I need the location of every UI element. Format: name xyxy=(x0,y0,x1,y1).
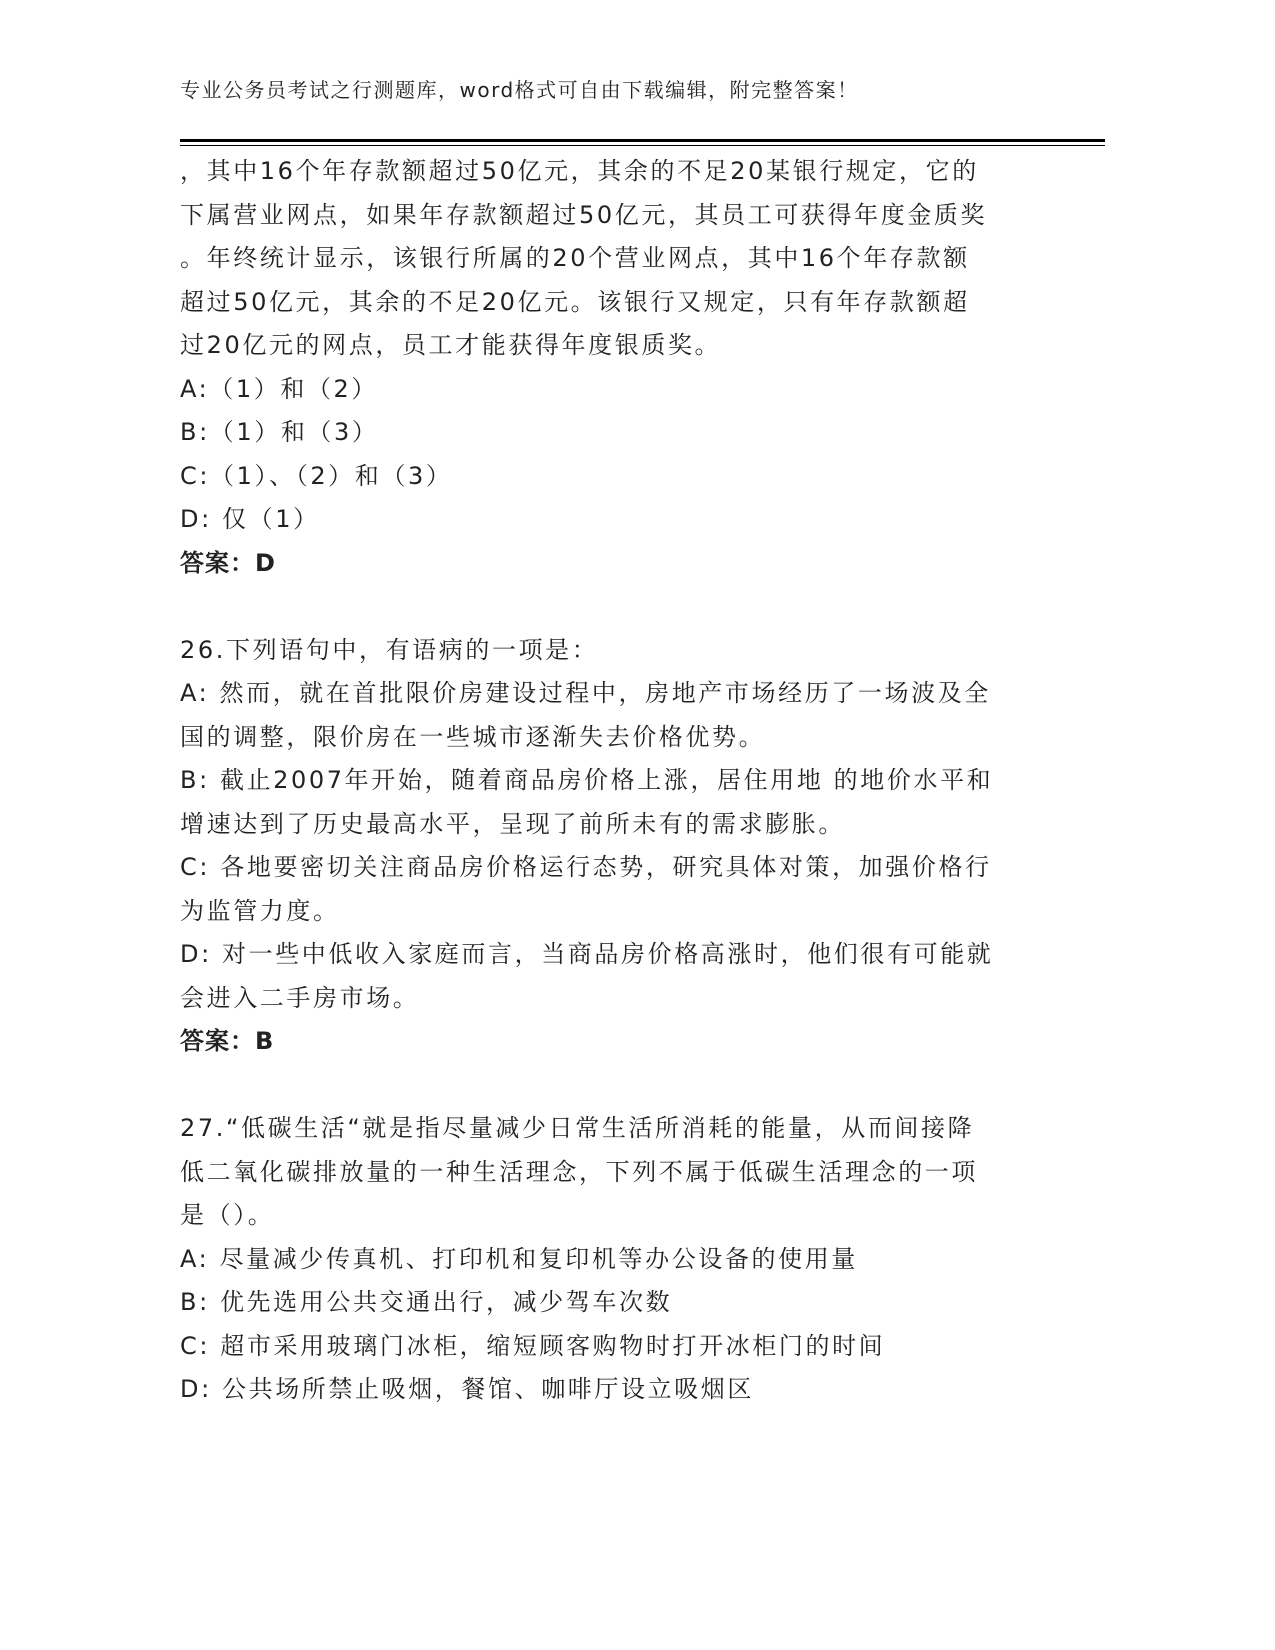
question-text: 26.下列语句中，有语病的一项是： xyxy=(180,635,599,664)
question-text: 下属营业网点，如果年存款额超过50亿元，其员工可获得年度金质奖 xyxy=(180,200,988,229)
option-d: D: 公共场所禁止吸烟，餐馆、咖啡厅设立吸烟区 xyxy=(180,1375,754,1403)
option-a: A: 然而，就在首批限价房建设过程中，房地产市场经历了一场波及全 xyxy=(180,679,991,707)
question-text: 过20亿元的网点，员工才能获得年度银质奖。 xyxy=(180,331,722,359)
header-divider-thin xyxy=(180,145,1105,146)
question-26 xyxy=(180,629,1110,1064)
option-d: D: 仅（1） xyxy=(180,505,320,533)
option-d: D: 对一些中低收入家庭而言，当商品房价格高涨时，他们很有可能就 xyxy=(180,940,994,968)
question-27 xyxy=(180,1107,1110,1412)
option-c: C:（1）、（2）和（3） xyxy=(180,461,453,490)
option-c: C: 各地要密切关注商品房价格运行态势，研究具体对策，加强价格行 xyxy=(180,853,992,881)
page-header: 专业公务员考试之行测题库，word格式可自由下载编辑，附完整答案！ xyxy=(180,78,859,102)
question-25 xyxy=(180,150,1110,585)
option-b-cont: 增速达到了历史最高水平，呈现了前所未有的需求膨胀。 xyxy=(180,809,845,838)
document-body xyxy=(180,150,1110,1412)
option-b: B:（1）和（3） xyxy=(180,418,379,446)
question-text: ，其中16个年存款额超过50亿元，其余的不足20某银行规定，它的 xyxy=(180,157,979,185)
option-b: B: 截止2007年开始，随着商品房价格上涨，居住用地 的地价水平和 xyxy=(180,766,994,794)
option-c: C: 超市采用玻璃门冰柜，缩短顾客购物时打开冰柜门的时间 xyxy=(180,1331,886,1360)
question-text: 。年终统计显示，该银行所属的20个营业网点，其中16个年存款额 xyxy=(180,244,970,272)
option-a-cont: 国的调整，限价房在一些城市逐渐失去价格优势。 xyxy=(180,722,766,751)
answer: 答案：D xyxy=(180,548,276,577)
question-text: 27.“低碳生活“就是指尽量减少日常生活所消耗的能量，从而间接降 xyxy=(180,1114,975,1142)
option-c-cont: 为监管力度。 xyxy=(180,896,340,925)
option-a: A:（1）和（2） xyxy=(180,374,379,403)
question-text: 是（）。 xyxy=(180,1201,275,1229)
option-b: B: 优先选用公共交通出行，减少驾车次数 xyxy=(180,1288,673,1316)
question-text: 低二氧化碳排放量的一种生活理念，下列不属于低碳生活理念的一项 xyxy=(180,1157,978,1186)
question-text: 超过50亿元，其余的不足20亿元。该银行又规定，只有年存款额超 xyxy=(180,287,970,316)
header-divider xyxy=(180,139,1105,142)
option-a: A: 尽量减少传真机、打印机和复印机等办公设备的使用量 xyxy=(180,1244,858,1273)
option-d-cont: 会进入二手房市场。 xyxy=(180,983,420,1012)
answer: 答案：B xyxy=(180,1027,275,1055)
